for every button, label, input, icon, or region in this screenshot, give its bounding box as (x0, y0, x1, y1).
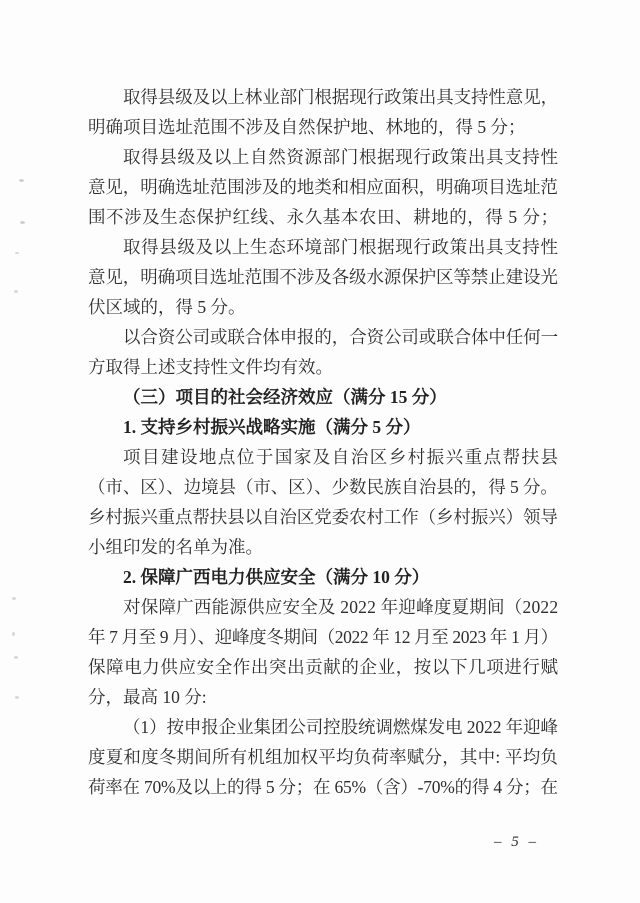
text-line (88, 382, 558, 412)
text-line-content: 伏区域的，得 5 分。 (88, 297, 246, 317)
text-line (88, 442, 558, 472)
text-line (88, 322, 558, 352)
document-body (88, 82, 558, 802)
text-line (88, 712, 558, 742)
text-line-content: 分，最高 10 分: (88, 687, 207, 707)
text-line (88, 502, 558, 532)
text-line (88, 622, 558, 652)
text-line (88, 562, 558, 592)
text-line-content: 明确项目选址范围不涉及自然保护地、林地的，得 5 分； (88, 117, 526, 137)
text-line (88, 652, 558, 682)
text-line-content: （市、区）、边境县（市、区）、少数民族自治县的，得 5 分。 (88, 477, 558, 497)
text-line-content: 1. 支持乡村振兴战略实施（满分 5 分） (123, 417, 421, 437)
text-line-content: 意见，明确选址范围涉及的地类和相应面积，明确项目选址范 (88, 177, 558, 197)
text-line-content: 项目建设地点位于国家及自治区乡村振兴重点帮扶县 (123, 447, 560, 467)
text-line (88, 472, 558, 502)
text-line (88, 772, 558, 802)
scan-speck (15, 252, 19, 254)
text-line-content: 度夏和度冬期间所有机组加权平均负荷率赋分，其中: 平均负 (88, 747, 559, 767)
text-line-content: 以合资公司或联合体申报的，合资公司或联合体中任何一 (123, 327, 558, 347)
scan-speck (14, 656, 18, 659)
text-line (88, 262, 558, 292)
text-line-content: 年 7 月至 9 月）、迎峰度冬期间（2022 年 12 月至 2023 年 1 月） (88, 627, 558, 647)
text-line-content: 保障电力供应安全作出突出贡献的企业，按以下几项进行赋 (88, 657, 559, 677)
text-line-content: 取得县级及以上自然资源部门根据现行政策出具支持性 (123, 147, 559, 167)
text-line (88, 232, 558, 262)
scan-speck (14, 290, 18, 293)
text-line-content: 小组印发的名单为准。 (88, 537, 263, 557)
text-line-content: 2. 保障广西电力供应安全（满分 10 分） (123, 567, 430, 587)
text-line (88, 682, 558, 712)
text-line-content: 对保障广西能源供应安全及 2022 年迎峰度夏期间（2022 (123, 597, 559, 617)
text-line-content: （三）项目的社会经济效应（满分 15 分） (123, 387, 447, 407)
scan-speck (20, 221, 25, 224)
text-line-content: 乡村振兴重点帮扶县以自治区党委农村工作（乡村振兴）领导 (88, 507, 558, 527)
text-line (88, 352, 558, 382)
text-line (88, 532, 558, 562)
text-line-content: （1）按申报企业集团公司控股统调燃煤发电 2022 年迎峰 (123, 717, 558, 737)
text-line-content: 意见，明确项目选址范围不涉及各级水源保护区等禁止建设光 (88, 267, 558, 287)
text-line (88, 112, 558, 142)
scan-speck (19, 179, 24, 182)
text-line-content: 取得县级及以上生态环境部门根据现行政策出具支持性 (123, 237, 559, 257)
text-line-content: 荷率在 70%及以上的得 5 分；在 65%（含）-70%的得 4 分；在 (88, 777, 558, 797)
text-line (88, 172, 558, 202)
text-line (88, 82, 558, 112)
text-line (88, 742, 558, 772)
page-number: – 5 – (494, 834, 539, 850)
scan-speck (12, 597, 16, 600)
text-line-content: 方取得上述支持性文件均有效。 (88, 357, 333, 377)
scan-speck (15, 696, 19, 699)
text-line (88, 412, 558, 442)
text-line (88, 592, 558, 622)
text-line (88, 142, 558, 172)
text-line-content: 围不涉及生态保护红线、永久基本农田、耕地的，得 5 分； (88, 207, 559, 227)
scan-speck (12, 632, 15, 636)
text-line (88, 202, 558, 232)
text-line-content: 取得县级及以上林业部门根据现行政策出具支持性意见， (123, 87, 558, 107)
text-line (88, 292, 558, 322)
